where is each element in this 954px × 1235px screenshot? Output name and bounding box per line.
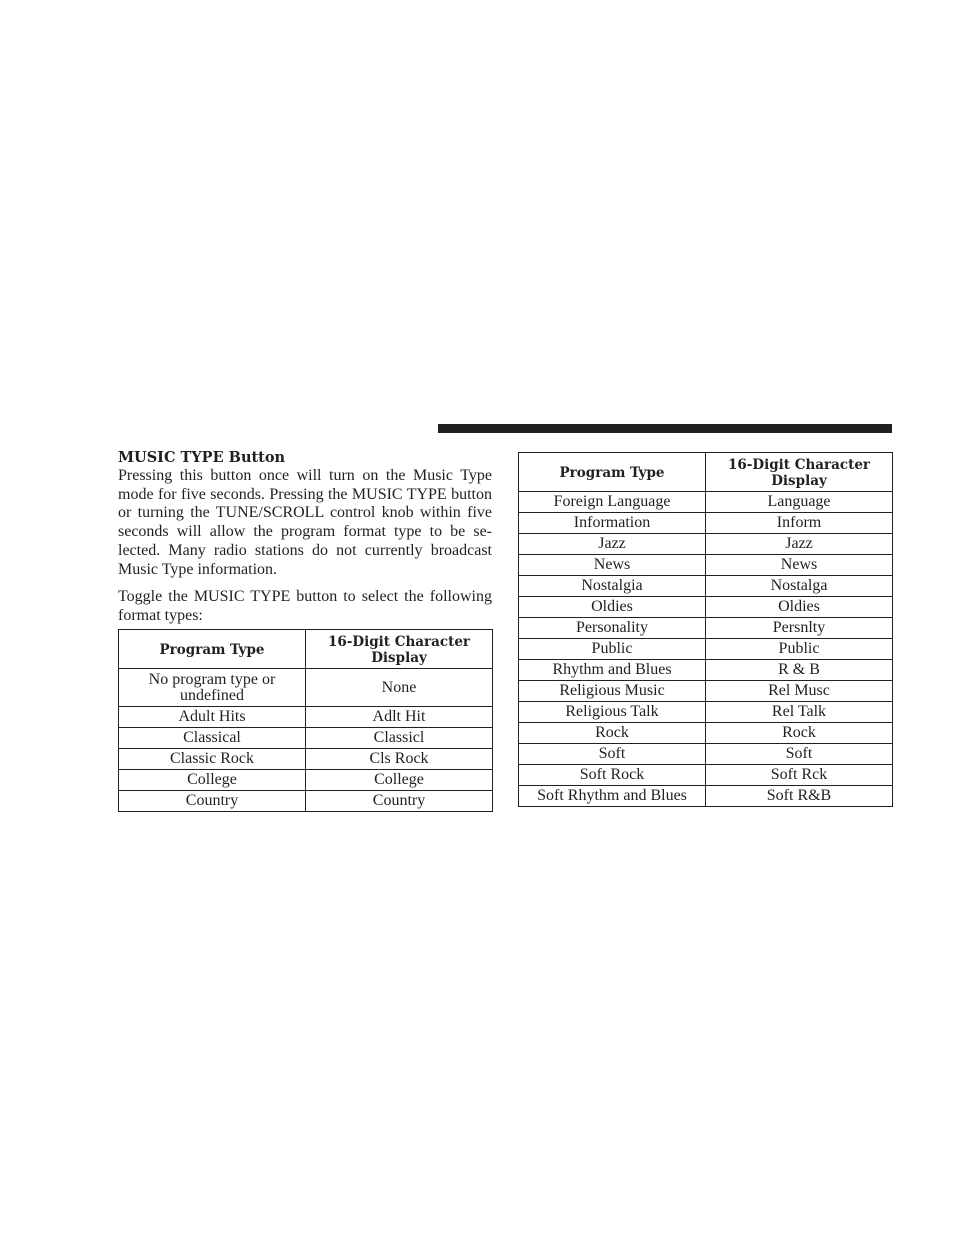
table-row xyxy=(119,749,493,770)
table-row xyxy=(519,597,893,618)
cell-program-type: Information xyxy=(519,513,706,534)
table-row xyxy=(519,492,893,513)
table-row xyxy=(519,576,893,597)
header-character-display: 16-Digit Character Display xyxy=(706,453,893,492)
table-header-row xyxy=(119,630,493,669)
cell-character-display: Rel Talk xyxy=(706,702,893,723)
cell-program-type: Personality xyxy=(519,618,706,639)
section-heading: MUSIC TYPE Button xyxy=(118,449,286,466)
cell-program-type: Soft Rhythm and Blues xyxy=(519,786,706,807)
header-program-type: Program Type xyxy=(519,453,706,492)
table-row xyxy=(519,681,893,702)
program-type-table-left xyxy=(118,629,493,812)
cell-program-type: No program type or undefined xyxy=(119,669,306,707)
table-row xyxy=(119,669,493,707)
cell-character-display: Rel Musc xyxy=(706,681,893,702)
header-character-display: 16-Digit Character Display xyxy=(306,630,493,669)
paragraph-description xyxy=(118,467,492,579)
cell-character-display: Persnlty xyxy=(706,618,893,639)
cell-character-display: Language xyxy=(706,492,893,513)
table-row xyxy=(519,723,893,744)
table-row xyxy=(519,639,893,660)
cell-character-display: Classicl xyxy=(306,728,493,749)
section-divider-bar xyxy=(438,424,892,433)
paragraph-line: mode for five seconds. Pressing the MUSIC TYPE button xyxy=(118,485,492,503)
table-row xyxy=(519,786,893,807)
cell-character-display: Nostalga xyxy=(706,576,893,597)
cell-character-display: College xyxy=(306,770,493,791)
table-row xyxy=(519,534,893,555)
table-row xyxy=(119,791,493,812)
cell-program-type: Oldies xyxy=(519,597,706,618)
table-row xyxy=(519,660,893,681)
table-row xyxy=(119,728,493,749)
program-type-table-right xyxy=(518,452,893,807)
cell-program-type: Religious Music xyxy=(519,681,706,702)
cell-program-type: Rhythm and Blues xyxy=(519,660,706,681)
table-row xyxy=(519,744,893,765)
cell-character-display: R & B xyxy=(706,660,893,681)
cell-character-display: Cls Rock xyxy=(306,749,493,770)
header-program-type: Program Type xyxy=(119,630,306,669)
cell-character-display: None xyxy=(306,669,493,707)
paragraph-line: lected. Many radio stations do not currently broadcast xyxy=(118,541,492,559)
table-row xyxy=(519,555,893,576)
cell-character-display: Oldies xyxy=(706,597,893,618)
paragraph-line: format types: xyxy=(118,606,203,624)
paragraph-line: Music Type information. xyxy=(118,560,278,578)
paragraph-instruction xyxy=(118,588,492,625)
paragraph-line: Toggle the MUSIC TYPE button to select the following xyxy=(118,588,492,606)
cell-character-display: Adlt Hit xyxy=(306,707,493,728)
cell-program-type: Nostalgia xyxy=(519,576,706,597)
cell-character-display: Jazz xyxy=(706,534,893,555)
table-row xyxy=(519,618,893,639)
table-header-row xyxy=(519,453,893,492)
cell-program-type: Jazz xyxy=(519,534,706,555)
cell-program-type: College xyxy=(119,770,306,791)
music-type-section xyxy=(118,449,492,626)
cell-program-type: Classical xyxy=(119,728,306,749)
table-row xyxy=(519,513,893,534)
cell-program-type: Foreign Language xyxy=(519,492,706,513)
cell-program-type: Classic Rock xyxy=(119,749,306,770)
table-row xyxy=(119,770,493,791)
paragraph-line: seconds will allow the program format type to be se- xyxy=(118,523,492,541)
cell-program-type: Country xyxy=(119,791,306,812)
paragraph-line: Pressing this button once will turn on the Music Type xyxy=(118,467,492,484)
cell-character-display: Soft Rck xyxy=(706,765,893,786)
cell-program-type: Soft xyxy=(519,744,706,765)
table-row xyxy=(519,702,893,723)
table-row xyxy=(119,707,493,728)
cell-character-display: Country xyxy=(306,791,493,812)
cell-character-display: News xyxy=(706,555,893,576)
cell-character-display: Inform xyxy=(706,513,893,534)
cell-program-type: Public xyxy=(519,639,706,660)
cell-character-display: Rock xyxy=(706,723,893,744)
cell-program-type: News xyxy=(519,555,706,576)
cell-character-display: Public xyxy=(706,639,893,660)
cell-program-type: Religious Talk xyxy=(519,702,706,723)
cell-program-type: Adult Hits xyxy=(119,707,306,728)
cell-character-display: Soft xyxy=(706,744,893,765)
cell-program-type: Rock xyxy=(519,723,706,744)
paragraph-line: or turning the TUNE/SCROLL control knob within five xyxy=(118,504,492,522)
table-row xyxy=(519,765,893,786)
cell-program-type: Soft Rock xyxy=(519,765,706,786)
cell-character-display: Soft R&B xyxy=(706,786,893,807)
